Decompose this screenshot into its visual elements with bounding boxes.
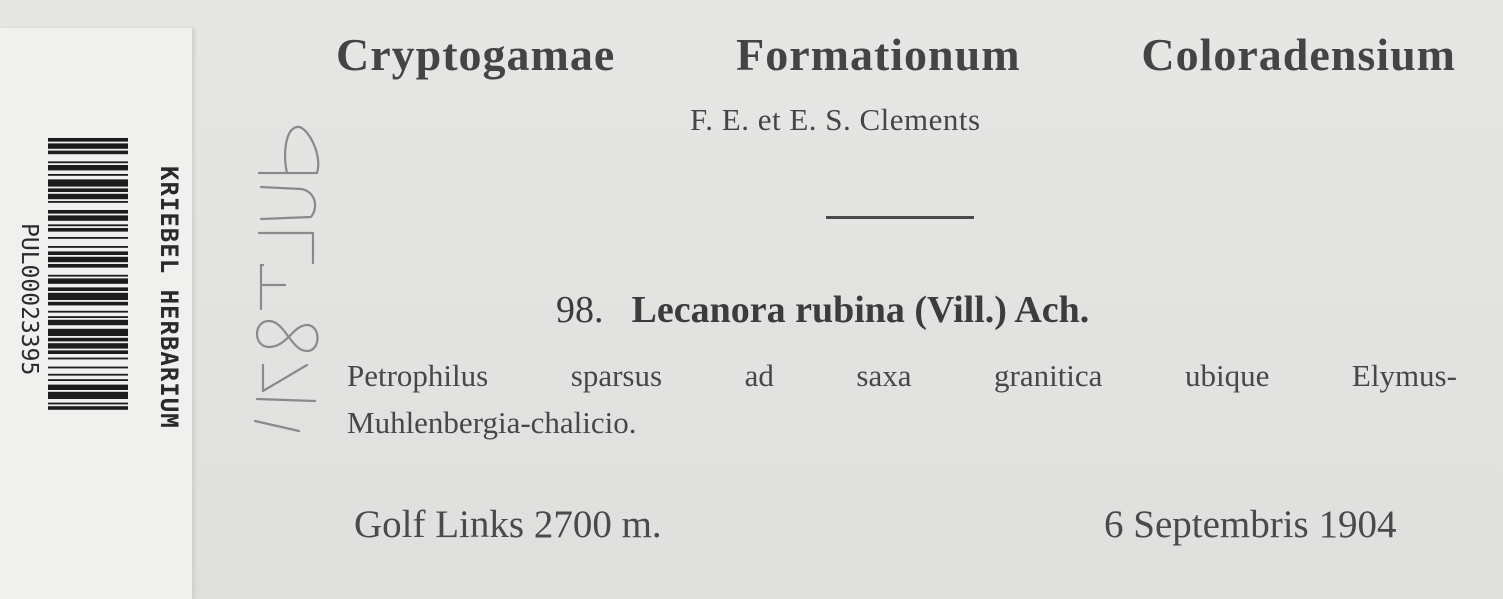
barcode-bar — [48, 385, 128, 390]
barcode-bar — [48, 237, 128, 239]
barcode-bar — [48, 374, 128, 376]
barcode-bar — [48, 161, 128, 163]
barcode-icon — [48, 138, 130, 533]
collection-title — [336, 28, 1456, 81]
handwritten-accession-icon — [245, 115, 325, 440]
barcode-bar — [48, 215, 128, 220]
barcode-bar — [48, 138, 128, 142]
barcode-bar — [48, 188, 128, 192]
handwritten-accession-text: PUL F8711 — [245, 115, 250, 116]
specimen-number: 98. — [556, 289, 604, 331]
barcode-bar — [48, 174, 128, 176]
habitat-description-line-1 — [347, 358, 1457, 394]
desc-word: sparsus — [570, 358, 663, 393]
barcode-bar — [48, 179, 128, 186]
barcode-bar — [48, 320, 128, 325]
barcode-bar — [48, 228, 128, 232]
barcode-id: PUL00023395 — [16, 223, 42, 376]
barcode-bar — [48, 264, 128, 268]
barcode-bar — [48, 358, 128, 360]
desc-word: ubique — [1184, 358, 1270, 393]
species-line — [556, 288, 1089, 332]
species-name: Lecanora rubina (Vill.) Ach. — [631, 289, 1090, 331]
divider — [826, 216, 974, 219]
barcode-bar — [48, 338, 128, 342]
locality: Golf Links 2700 m. — [354, 503, 662, 546]
barcode-bar — [48, 275, 128, 277]
barcode-bar — [48, 379, 128, 381]
desc-word: saxa — [856, 358, 912, 393]
barcode-bar — [48, 406, 128, 410]
barcode-bar — [48, 251, 128, 255]
desc-word: ad — [744, 358, 774, 393]
barcode-bar — [48, 201, 128, 203]
barcode-bar — [48, 367, 128, 369]
barcode-bar — [48, 278, 128, 283]
habitat-description-line-2: Muhlenbergia-chalicio. — [347, 405, 637, 440]
desc-word: Petrophilus — [347, 358, 489, 393]
barcode-bar — [48, 311, 128, 313]
barcode-bar — [48, 329, 128, 336]
barcode-bar — [48, 143, 128, 148]
title-word-3: Coloradensium — [1141, 29, 1456, 80]
desc-word: granitica — [994, 358, 1103, 393]
barcode-sticker — [0, 28, 193, 599]
barcode-bar — [48, 302, 128, 306]
barcode-bar — [48, 343, 128, 348]
barcode-bar — [48, 287, 128, 291]
collection-date: 6 Septembris 1904 — [1104, 503, 1397, 546]
barcode-bar — [48, 151, 128, 155]
collectors: F. E. et E. S. Clements — [690, 102, 981, 137]
barcode-bar — [48, 293, 128, 300]
title-word-2: Formationum — [736, 29, 1021, 80]
barcode-bar — [48, 257, 128, 262]
barcode-bar — [48, 403, 128, 405]
herbarium-name: KRIEBEL HERBARIUM — [155, 166, 183, 429]
barcode-bar — [48, 392, 128, 399]
barcode-bar — [48, 350, 128, 354]
barcode-bar — [48, 224, 128, 226]
barcode-bar — [48, 194, 128, 199]
barcode-bar — [48, 246, 128, 248]
barcode-bar — [48, 210, 128, 214]
title-word-1: Cryptogamae — [336, 29, 616, 80]
barcode-bar — [48, 165, 128, 170]
desc-word: Elymus- — [1351, 358, 1457, 393]
barcode-bar — [48, 316, 128, 318]
